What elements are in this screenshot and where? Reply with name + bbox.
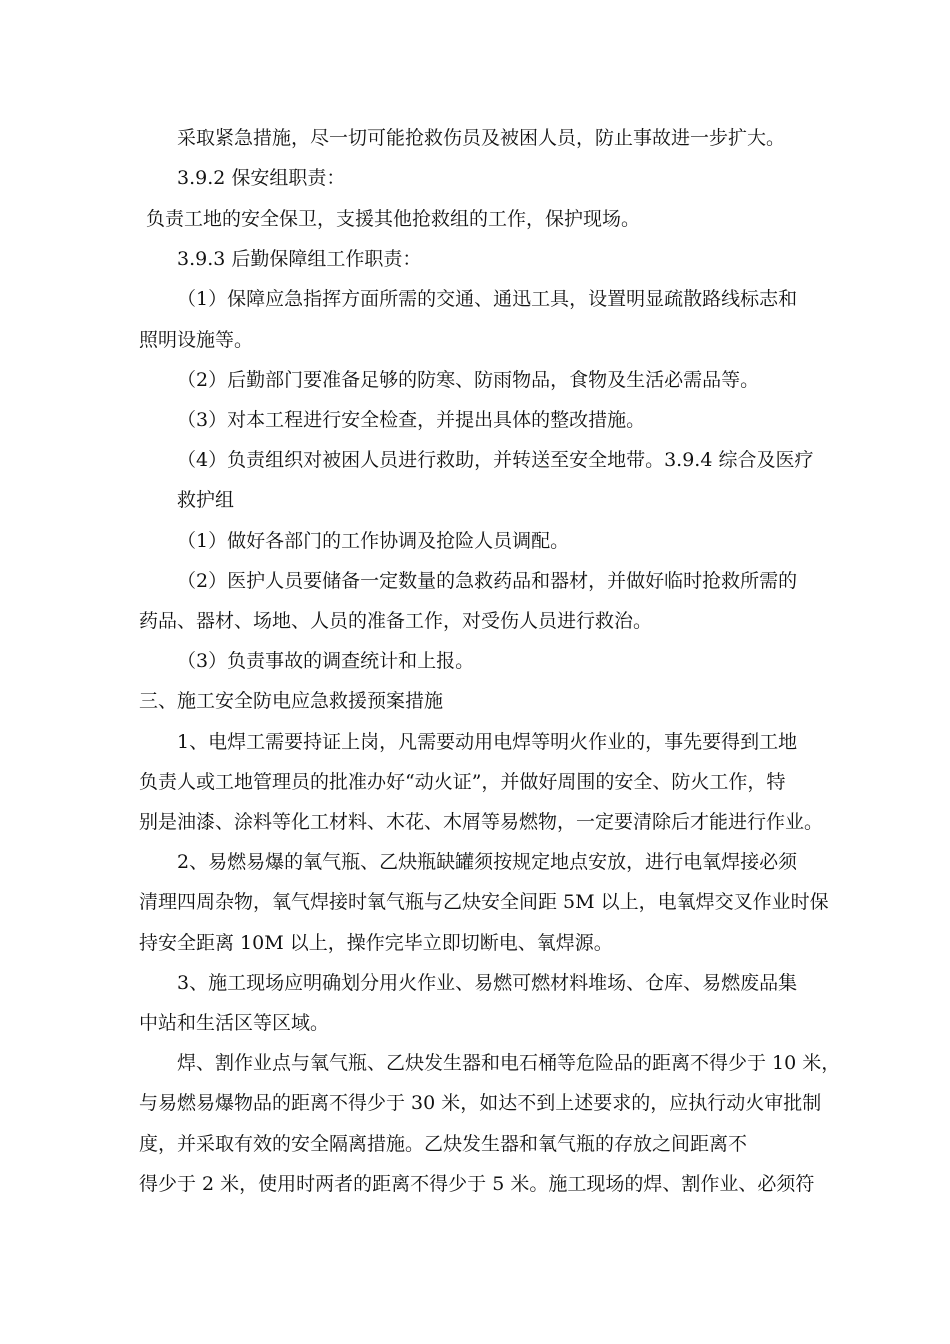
text-line: （1）做好各部门的工作协调及抢险人员调配。 bbox=[177, 530, 570, 552]
text-line: 采取紧急措施，尽一切可能抢救伤员及被困人员，防止事故进一步扩大。 bbox=[177, 127, 786, 149]
section-heading: 三、施工安全防电应急救援预案措施 bbox=[139, 690, 444, 712]
text-line: 持安全距离 10M 以上，操作完毕立即切断电、氧焊源。 bbox=[139, 932, 613, 954]
text-line: （3）对本工程进行安全检查，并提出具体的整改措施。 bbox=[177, 409, 646, 431]
text-line: 救护组 bbox=[177, 489, 235, 511]
text-line: （2）医护人员要储备一定数量的急救药品和器材，并做好临时抢救所需的 bbox=[177, 570, 798, 592]
text-line: 负责工地的安全保卫，支援其他抢救组的工作，保护现场。 bbox=[146, 208, 641, 230]
text-line: 照明设施等。 bbox=[139, 329, 254, 351]
text-line: 别是油漆、涂料等化工材料、木花、木屑等易燃物，一定要清除后才能进行作业。 bbox=[139, 811, 824, 833]
text-line: 药品、器材、场地、人员的准备工作，对受伤人员进行救治。 bbox=[139, 610, 653, 632]
text-line: （3）负责事故的调查统计和上报。 bbox=[177, 650, 475, 672]
text-line: 2、易燃易爆的氧气瓶、乙炔瓶缺罐须按规定地点安放，进行电氧焊接必须 bbox=[177, 851, 798, 873]
text-line: 负责人或工地管理员的批准办好“动火证”，并做好周围的安全、防火工作，特 bbox=[139, 771, 786, 793]
text-line: 与易燃易爆物品的距离不得少于 30 米，如达不到上述要求的，应执行动火审批制 bbox=[139, 1092, 822, 1114]
text-line: 1、电焊工需要持证上岗，凡需要动用电焊等明火作业的，事先要得到工地 bbox=[177, 731, 798, 753]
section-heading: 3.9.3 后勤保障组工作职责： bbox=[177, 248, 422, 270]
text-line: 3、施工现场应明确划分用火作业、易燃可燃材料堆场、仓库、易燃废品集 bbox=[177, 972, 798, 994]
text-line: （1）保障应急指挥方面所需的交通、通迅工具，设置明显疏散路线标志和 bbox=[177, 288, 798, 310]
section-heading: 3.9.2 保安组职责： bbox=[177, 167, 346, 189]
text-line: 中站和生活区等区域。 bbox=[139, 1012, 330, 1034]
text-line: 得少于 2 米，使用时两者的距离不得少于 5 米。施工现场的焊、割作业、必须符 bbox=[139, 1173, 815, 1195]
text-line: （4）负责组织对被困人员进行救助，并转送至安全地带。3.9.4 综合及医疗 bbox=[177, 449, 814, 471]
text-line: 度，并采取有效的安全隔离措施。乙炔发生器和氧气瓶的存放之间距离不 bbox=[139, 1133, 748, 1155]
text-line: （2）后勤部门要准备足够的防寒、防雨物品，食物及生活必需品等。 bbox=[177, 369, 760, 391]
text-line: 焊、割作业点与氧气瓶、乙炔发生器和电石桶等危险品的距离不得少于 10 米， bbox=[177, 1052, 841, 1074]
text-line: 清理四周杂物，氧气焊接时氧气瓶与乙炔安全间距 5M 以上，电氧焊交叉作业时保 bbox=[139, 891, 829, 913]
